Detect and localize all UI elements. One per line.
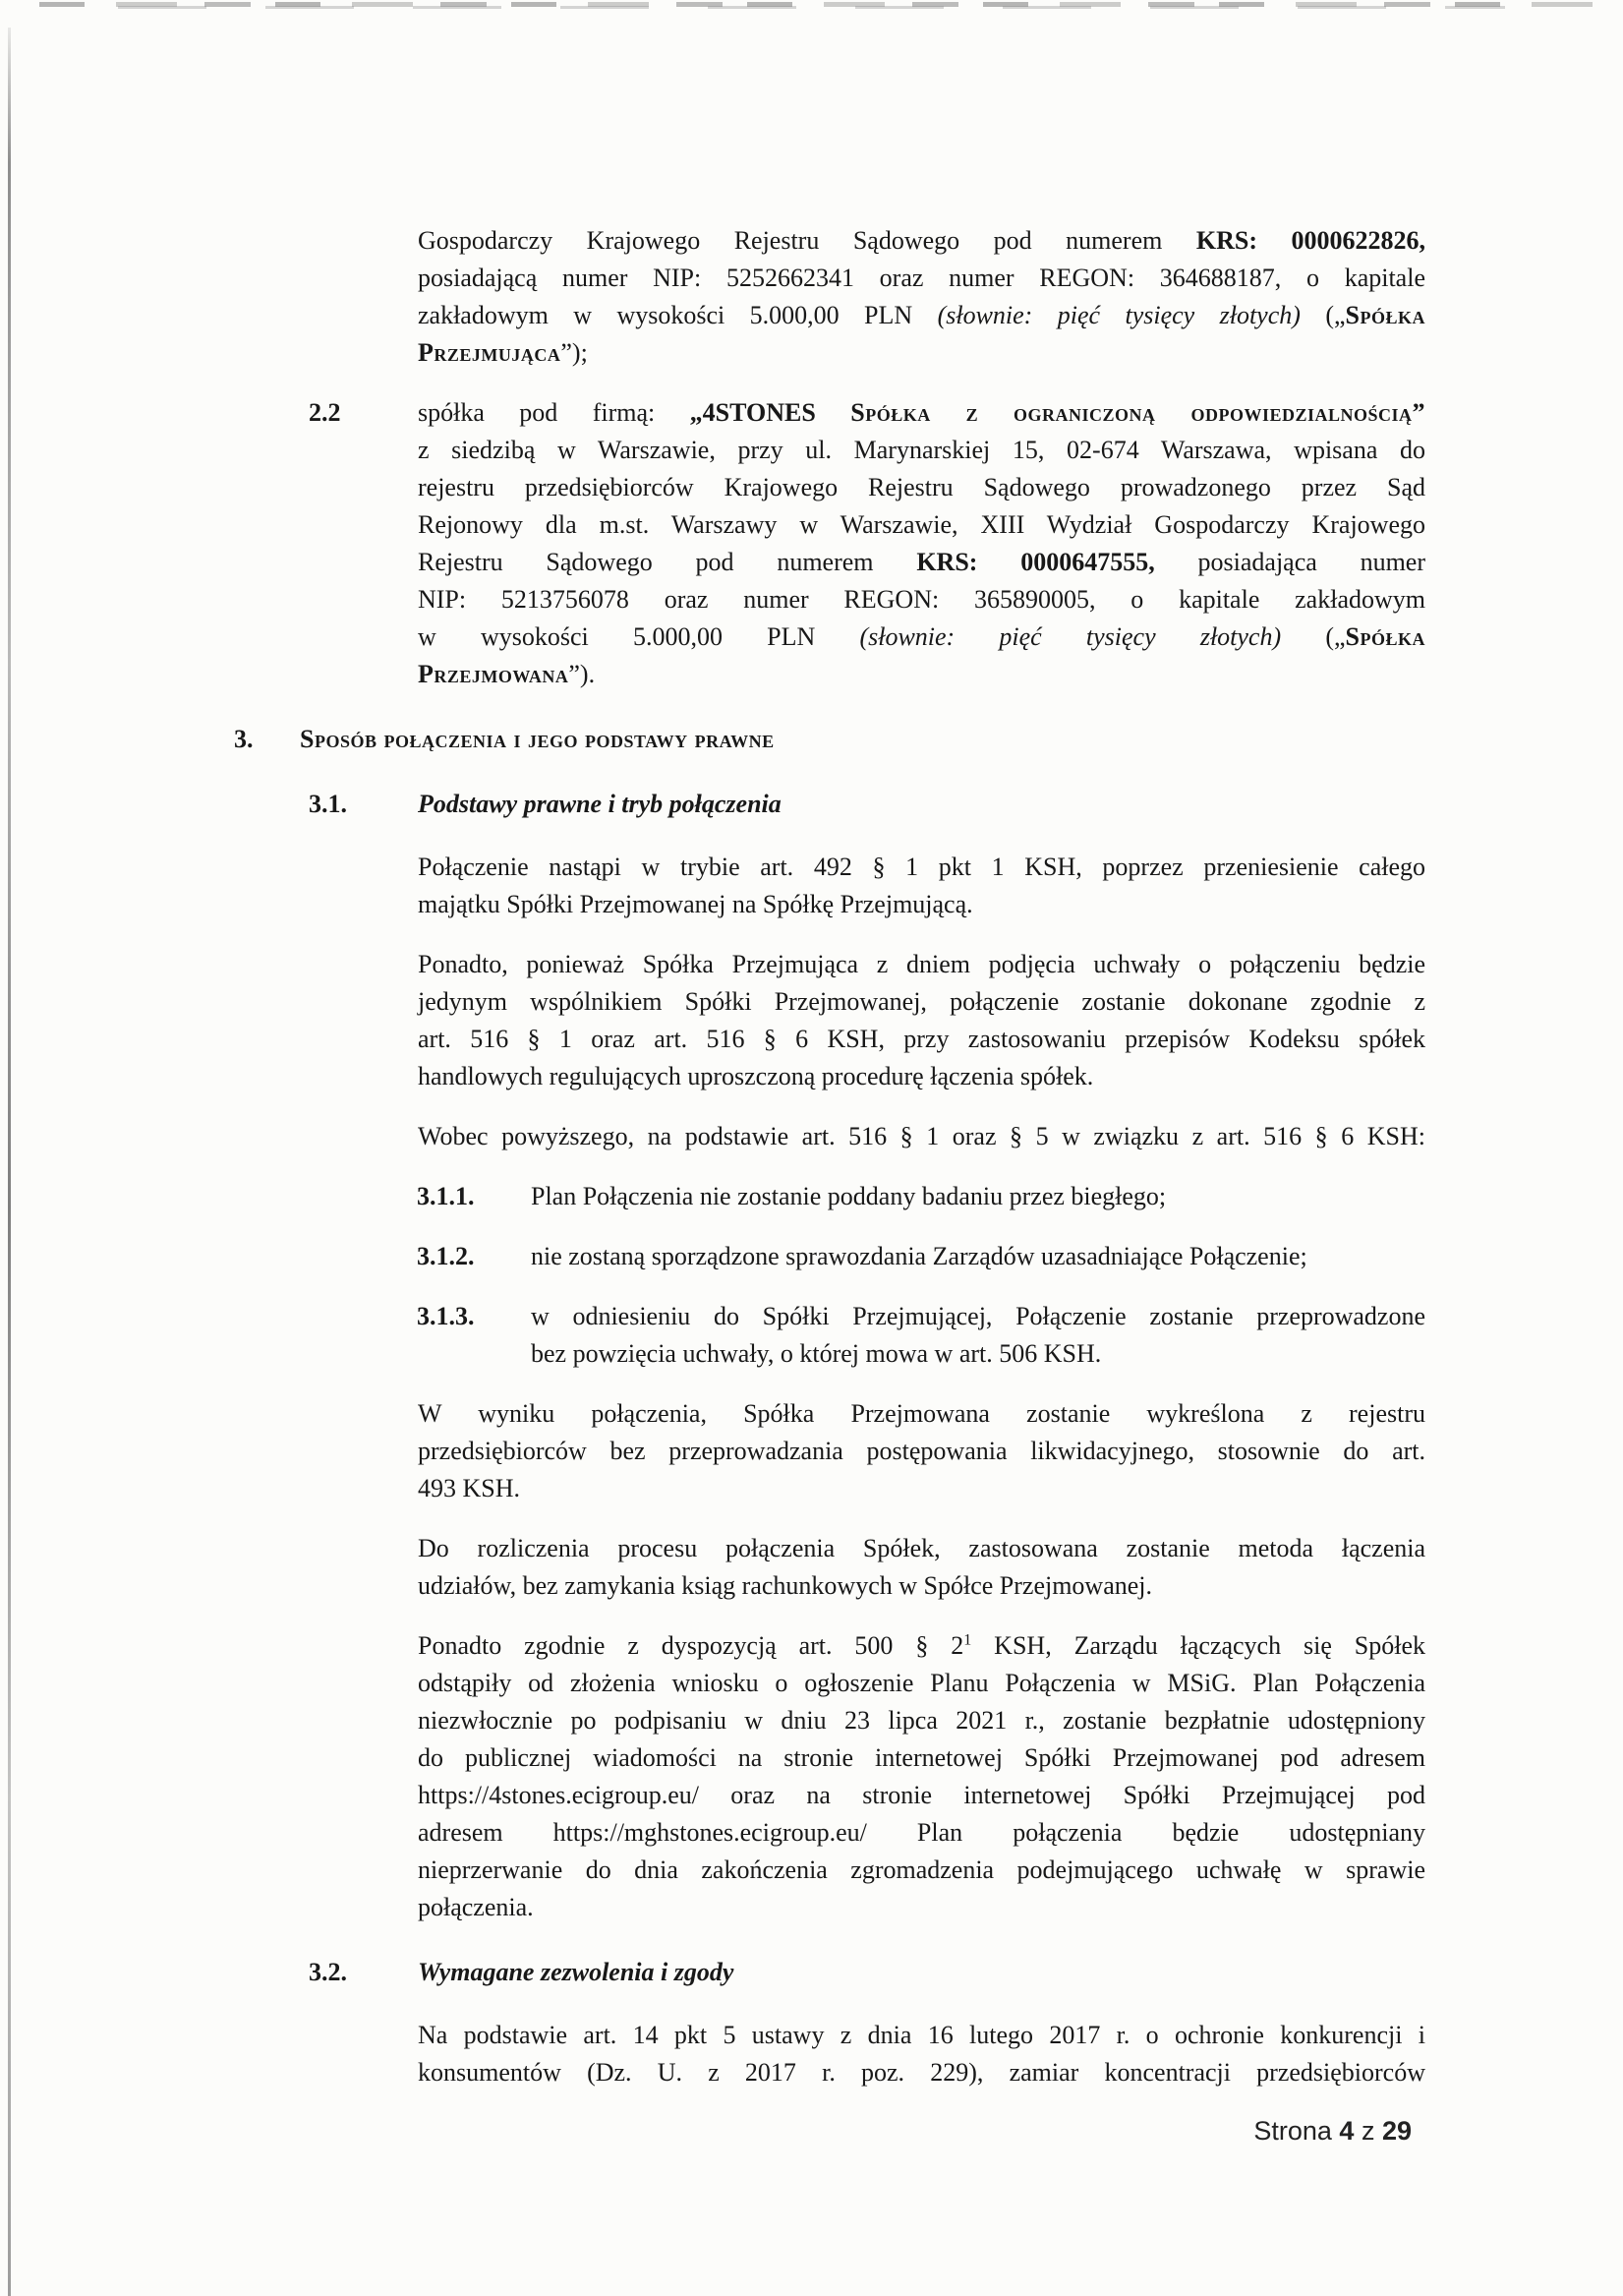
item-number: 2.2 (309, 398, 341, 427)
paragraph (418, 946, 1425, 1095)
text-run: Połączenie nastąpi w trybie art. 492 § 1 pkt 1 KSH, poprzez przeniesienie całego (418, 853, 1425, 881)
text-run: Przejmująca (418, 338, 561, 367)
text-run: zakładowym w wysokości 5.000,00 PLN (418, 301, 938, 329)
text-run: konsumentów (Dz. U. z 2017 r. poz. 229), zamiar koncentracji przedsiębiorców (418, 2058, 1425, 2087)
text-line (418, 1395, 1425, 1433)
text-line (418, 334, 1425, 372)
text-run: Spółka (1345, 301, 1426, 329)
text-run: Plan Połączenia nie zostanie poddany badaniu przez biegłego; (531, 1182, 1167, 1210)
text-line (418, 1627, 1425, 1665)
text-line (418, 2017, 1425, 2054)
text-line (418, 297, 1425, 334)
text-line (418, 1433, 1425, 1470)
text-run: nie zostaną sporządzone sprawozdania Zarządów uzasadniające Połączenie; (531, 1242, 1307, 1270)
text-line (531, 1335, 1425, 1373)
text-line (418, 1889, 1425, 1926)
text-run: Spółka (1345, 622, 1426, 651)
text-line (418, 222, 1425, 260)
text-run: adresem https://mghstones.ecigroup.eu/ Plan połączenia będzie udostępniany (418, 1818, 1425, 1847)
text-run: Rejonowy dla m.st. Warszawy w Warszawie, XIII Wydział Gospodarczy Krajowego (418, 510, 1425, 539)
text-run: (słownie: pięć tysięcy złotych) (937, 301, 1301, 329)
text-line (418, 886, 1425, 923)
subsection-heading-3-1 (309, 786, 1425, 823)
text-line (418, 983, 1425, 1021)
text-run: NIP: 5213756078 oraz numer REGON: 365890005, o kapitale zakładowym (418, 585, 1425, 614)
text-line (418, 1702, 1425, 1739)
scan-artifact-top-dashed-line-2 (118, 6, 1505, 9)
text-run: 493 KSH. (418, 1474, 521, 1502)
text-line (418, 1739, 1425, 1777)
text-run: KSH, Zarządu łączących się Spółek (971, 1631, 1425, 1660)
text-line (531, 1298, 1425, 1335)
text-line (418, 1567, 1425, 1605)
text-line (418, 432, 1425, 469)
text-line (531, 1178, 1425, 1215)
footer-label: Strona (1253, 2116, 1332, 2146)
text-run: (słownie: pięć tysięcy złotych) (859, 622, 1282, 651)
item-number: 3.1.1. (417, 1182, 475, 1210)
text-line (418, 1470, 1425, 1507)
text-run: KRS: 0000622826, (1195, 226, 1425, 255)
text-run: Rejestru Sądowego pod numerem (418, 548, 917, 576)
text-run: w odniesieniu do Spółki Przejmującej, Połączenie zostanie przeprowadzone (531, 1302, 1425, 1330)
text-run: posiadająca numer (1154, 548, 1426, 576)
text-line (418, 1777, 1425, 1814)
text-run: połączenia. (418, 1893, 534, 1921)
text-run: https://4stones.ecigroup.eu/ oraz na stronie internetowej Spółki Przejmującej pod (418, 1781, 1425, 1809)
text-run: Do rozliczenia procesu połączenia Spółek, zastosowana zostanie metoda łączenia (418, 1534, 1425, 1562)
footer-of-label: z (1361, 2116, 1375, 2146)
text-run: Wobec powyższego, na podstawie art. 516 § 1 oraz § 5 w związku z art. 516 § 6 KSH: (418, 1122, 1425, 1150)
paragraph (418, 1118, 1425, 1155)
numbered-item-3-1-2 (417, 1238, 1425, 1275)
paragraph (418, 1627, 1425, 1926)
text-run: bez powzięcia uchwały, o której mowa w art. 506 KSH. (531, 1339, 1102, 1368)
item-number: 3.2. (309, 1958, 347, 1986)
text-line (531, 1238, 1425, 1275)
text-run: Spółka z ograniczoną odpowiedzialnością” (850, 398, 1425, 427)
text-line (418, 1118, 1425, 1155)
text-run: posiadającą numer NIP: 5252662341 oraz numer REGON: 364688187, o kapitale (418, 264, 1425, 292)
text-line (418, 394, 1425, 432)
text-run: „4STONES (689, 398, 851, 427)
text-line (418, 469, 1425, 506)
text-line (418, 656, 1425, 693)
text-run: handlowych regulujących uproszczoną procedurę łączenia spółek. (418, 1062, 1094, 1090)
numbered-item-3-1-1 (417, 1178, 1425, 1215)
text-run: odstąpiły od złożenia wniosku o ogłoszenie Planu Połączenia w MSiG. Plan Połączenia (418, 1669, 1425, 1697)
paragraph (418, 1530, 1425, 1605)
text-run: 1 (963, 1631, 972, 1649)
text-line (418, 1530, 1425, 1567)
text-run: udziałów, bez zamykania ksiąg rachunkowych w Spółce Przejmowanej. (418, 1571, 1153, 1600)
text-run: z siedzibą w Warszawie, przy ul. Marynarskiej 15, 02-674 Warszawa, wpisana do (418, 436, 1425, 464)
text-run: art. 516 § 1 oraz art. 516 § 6 KSH, przy zastosowaniu przepisów Kodeksu spółek (418, 1025, 1425, 1053)
section-heading-3 (234, 721, 1425, 758)
paragraph (418, 849, 1425, 923)
text-run: przedsiębiorców bez przeprowadzania postępowania likwidacyjnego, stosownie do art. (418, 1437, 1425, 1465)
paragraph-continuation (418, 222, 1425, 372)
text-run: majątku Spółki Przejmowanej na Spółkę Przejmującą. (418, 890, 973, 918)
text-run: Przejmowana (418, 660, 569, 688)
text-line (418, 1814, 1425, 1852)
footer-total-pages: 29 (1381, 2116, 1412, 2146)
text-line (418, 1058, 1425, 1095)
text-run: jedynym wspólnikiem Spółki Przejmowanej, połączenie zostanie dokonane zgodnie z (418, 987, 1425, 1016)
text-line (418, 1954, 1425, 1991)
text-run: niezwłocznie po podpisaniu w dniu 23 lipca 2021 r., zostanie bezpłatnie udostępniony (418, 1706, 1425, 1735)
text-run: („ (1281, 622, 1346, 651)
text-run: Sposób połączenia i jego podstawy prawne (300, 725, 775, 753)
paragraph (418, 2017, 1425, 2091)
text-line (418, 260, 1425, 297)
item-number: 3.1.2. (417, 1242, 475, 1270)
text-run: nieprzerwanie do dnia zakończenia zgromadzenia podejmującego uchwałę w sprawie (418, 1855, 1425, 1884)
subsection-heading-3-2 (309, 1954, 1425, 1991)
text-run: Podstawy prawne i tryb połączenia (418, 790, 782, 818)
text-run: do publicznej wiadomości na stronie internetowej Spółki Przejmowanej pod adresem (418, 1743, 1425, 1772)
text-run: („ (1300, 301, 1346, 329)
text-run: ”). (568, 660, 596, 688)
footer-page-number: 4 (1339, 2116, 1355, 2146)
text-run: spółka pod firmą: (418, 398, 690, 427)
text-run: rejestru przedsiębiorców Krajowego Rejestru Sądowego prowadzonego przez Sąd (418, 473, 1425, 501)
text-run: ”); (560, 338, 588, 367)
text-line (418, 946, 1425, 983)
text-line (418, 1665, 1425, 1702)
text-line (418, 786, 1425, 823)
text-line (418, 544, 1425, 581)
text-line (418, 2054, 1425, 2091)
text-run: Ponadto zgodnie z dyspozycją art. 500 § 2 (418, 1631, 964, 1660)
numbered-item-3-1-3 (417, 1298, 1425, 1373)
text-line (418, 1852, 1425, 1889)
text-line (418, 581, 1425, 618)
page-footer (1253, 2116, 1412, 2147)
numbered-item-2-2 (309, 394, 1426, 693)
paragraph (418, 1395, 1425, 1507)
text-run: w wysokości 5.000,00 PLN (418, 622, 860, 651)
text-run: Wymagane zezwolenia i zgody (418, 1958, 734, 1986)
text-run: W wyniku połączenia, Spółka Przejmowana zostanie wykreślona z rejestru (418, 1399, 1425, 1428)
text-run: Ponadto, ponieważ Spółka Przejmująca z dniem podjęcia uchwały o połączeniu będzie (418, 950, 1425, 978)
text-line (418, 618, 1425, 656)
text-line (300, 721, 1425, 758)
text-run: Na podstawie art. 14 pkt 5 ustawy z dnia 16 lutego 2017 r. o ochronie konkurencji i (418, 2021, 1425, 2049)
item-number: 3.1. (309, 790, 347, 818)
text-line (418, 506, 1425, 544)
item-number: 3. (234, 725, 254, 753)
document-body (0, 222, 1623, 2114)
item-number: 3.1.3. (417, 1302, 475, 1330)
text-run: KRS: 0000647555, (916, 548, 1155, 576)
text-run: Gospodarczy Krajowego Rejestru Sądowego pod numerem (418, 226, 1196, 255)
text-line (418, 849, 1425, 886)
text-line (418, 1021, 1425, 1058)
